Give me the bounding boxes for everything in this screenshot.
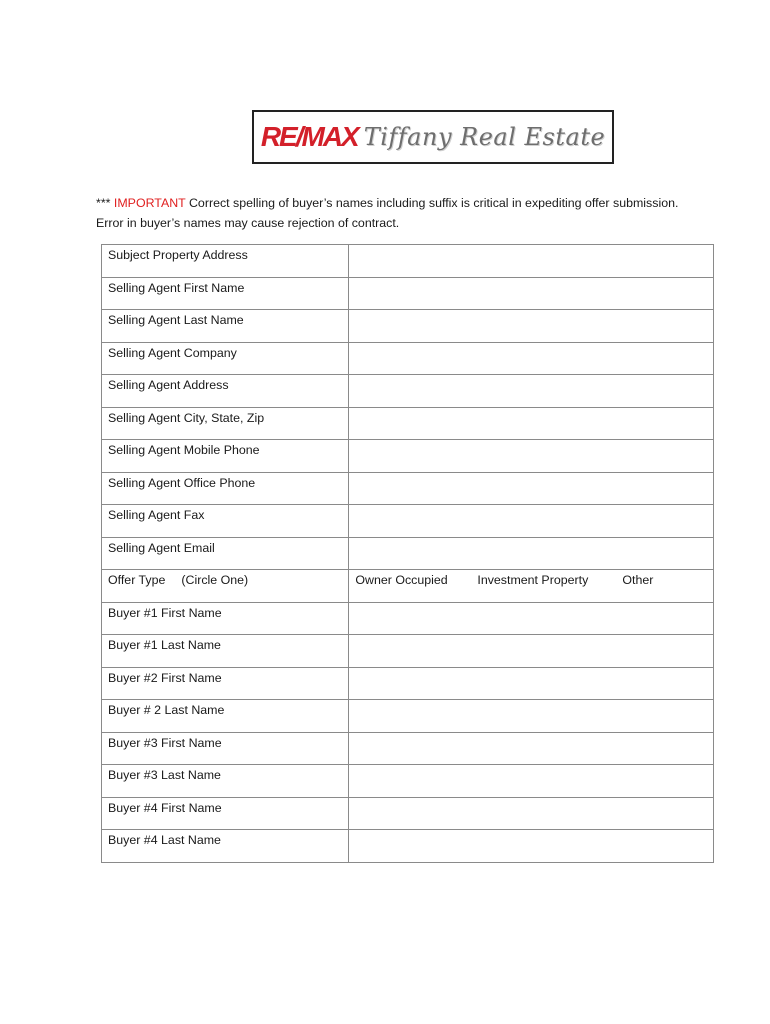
selling-agent-last-name-field[interactable] bbox=[349, 310, 714, 343]
field-label: Selling Agent Mobile Phone bbox=[102, 440, 349, 473]
form-row bbox=[102, 602, 714, 635]
form-row bbox=[102, 310, 714, 343]
buyer-1-last-name-field[interactable] bbox=[349, 635, 714, 668]
form-row bbox=[102, 537, 714, 570]
form-row bbox=[102, 765, 714, 798]
notice-line2: Error in buyer’s names may cause rejection of contract. bbox=[96, 216, 400, 230]
form-row bbox=[102, 342, 714, 375]
form-row bbox=[102, 407, 714, 440]
buyer-1-first-name-field[interactable] bbox=[349, 602, 714, 635]
selling-agent-first-name-field[interactable] bbox=[349, 277, 714, 310]
selling-agent-company-field[interactable] bbox=[349, 342, 714, 375]
offer-type-options bbox=[349, 570, 714, 603]
field-label: Selling Agent Company bbox=[102, 342, 349, 375]
field-label: Buyer #4 First Name bbox=[102, 797, 349, 830]
offer-type-instruction: (Circle One) bbox=[181, 573, 249, 587]
subject-property-address-field[interactable] bbox=[349, 245, 714, 278]
form-row bbox=[102, 732, 714, 765]
form-row bbox=[102, 277, 714, 310]
offer-option-investment-property[interactable]: Investment Property bbox=[477, 573, 589, 587]
form-row bbox=[102, 667, 714, 700]
selling-agent-mobile-phone-field[interactable] bbox=[349, 440, 714, 473]
company-logo bbox=[252, 110, 614, 164]
notice-prefix: *** bbox=[96, 196, 111, 210]
offer-type-row bbox=[102, 570, 714, 603]
selling-agent-address-field[interactable] bbox=[349, 375, 714, 408]
field-label: Selling Agent Last Name bbox=[102, 310, 349, 343]
field-label: Buyer #4 Last Name bbox=[102, 830, 349, 863]
notice-important-label: IMPORTANT bbox=[113, 196, 186, 210]
form-row bbox=[102, 830, 714, 863]
offer-type-label bbox=[102, 570, 349, 603]
form-row bbox=[102, 700, 714, 733]
buyer-4-first-name-field[interactable] bbox=[349, 797, 714, 830]
notice-line1: Correct spelling of buyer’s names including suffix is critical in expediting offer submission. bbox=[188, 196, 679, 210]
field-label: Buyer #1 First Name bbox=[102, 602, 349, 635]
buyer-3-last-name-field[interactable] bbox=[349, 765, 714, 798]
form-row bbox=[102, 505, 714, 538]
field-label: Buyer #3 First Name bbox=[102, 732, 349, 765]
form-row bbox=[102, 375, 714, 408]
buyer-2-first-name-field[interactable] bbox=[349, 667, 714, 700]
offer-type-title: Offer Type bbox=[108, 573, 166, 587]
offer-submission-form bbox=[101, 244, 714, 863]
remax-brand-mark: RE/MAX bbox=[260, 121, 358, 152]
field-label: Buyer #2 First Name bbox=[102, 667, 349, 700]
field-label: Buyer #1 Last Name bbox=[102, 635, 349, 668]
form-row bbox=[102, 635, 714, 668]
field-label: Buyer #3 Last Name bbox=[102, 765, 349, 798]
selling-agent-city-state-zip-field[interactable] bbox=[349, 407, 714, 440]
offer-option-other[interactable]: Other bbox=[622, 573, 654, 587]
field-label: Selling Agent Office Phone bbox=[102, 472, 349, 505]
field-label: Buyer # 2 Last Name bbox=[102, 700, 349, 733]
form-row bbox=[102, 245, 714, 278]
buyer-2-last-name-field[interactable] bbox=[349, 700, 714, 733]
field-label: Selling Agent Fax bbox=[102, 505, 349, 538]
buyer-3-first-name-field[interactable] bbox=[349, 732, 714, 765]
form-row bbox=[102, 440, 714, 473]
form-row bbox=[102, 472, 714, 505]
field-label: Selling Agent Email bbox=[102, 537, 349, 570]
buyer-4-last-name-field[interactable] bbox=[349, 830, 714, 863]
selling-agent-email-field[interactable] bbox=[349, 537, 714, 570]
selling-agent-fax-field[interactable] bbox=[349, 505, 714, 538]
form-row bbox=[102, 797, 714, 830]
selling-agent-office-phone-field[interactable] bbox=[349, 472, 714, 505]
field-label: Subject Property Address bbox=[102, 245, 349, 278]
field-label: Selling Agent City, State, Zip bbox=[102, 407, 349, 440]
field-label: Selling Agent Address bbox=[102, 375, 349, 408]
field-label: Selling Agent First Name bbox=[102, 277, 349, 310]
important-notice bbox=[96, 193, 716, 233]
company-name: Tiffany Real Estate bbox=[363, 123, 606, 151]
offer-option-owner-occupied[interactable]: Owner Occupied bbox=[355, 573, 448, 587]
